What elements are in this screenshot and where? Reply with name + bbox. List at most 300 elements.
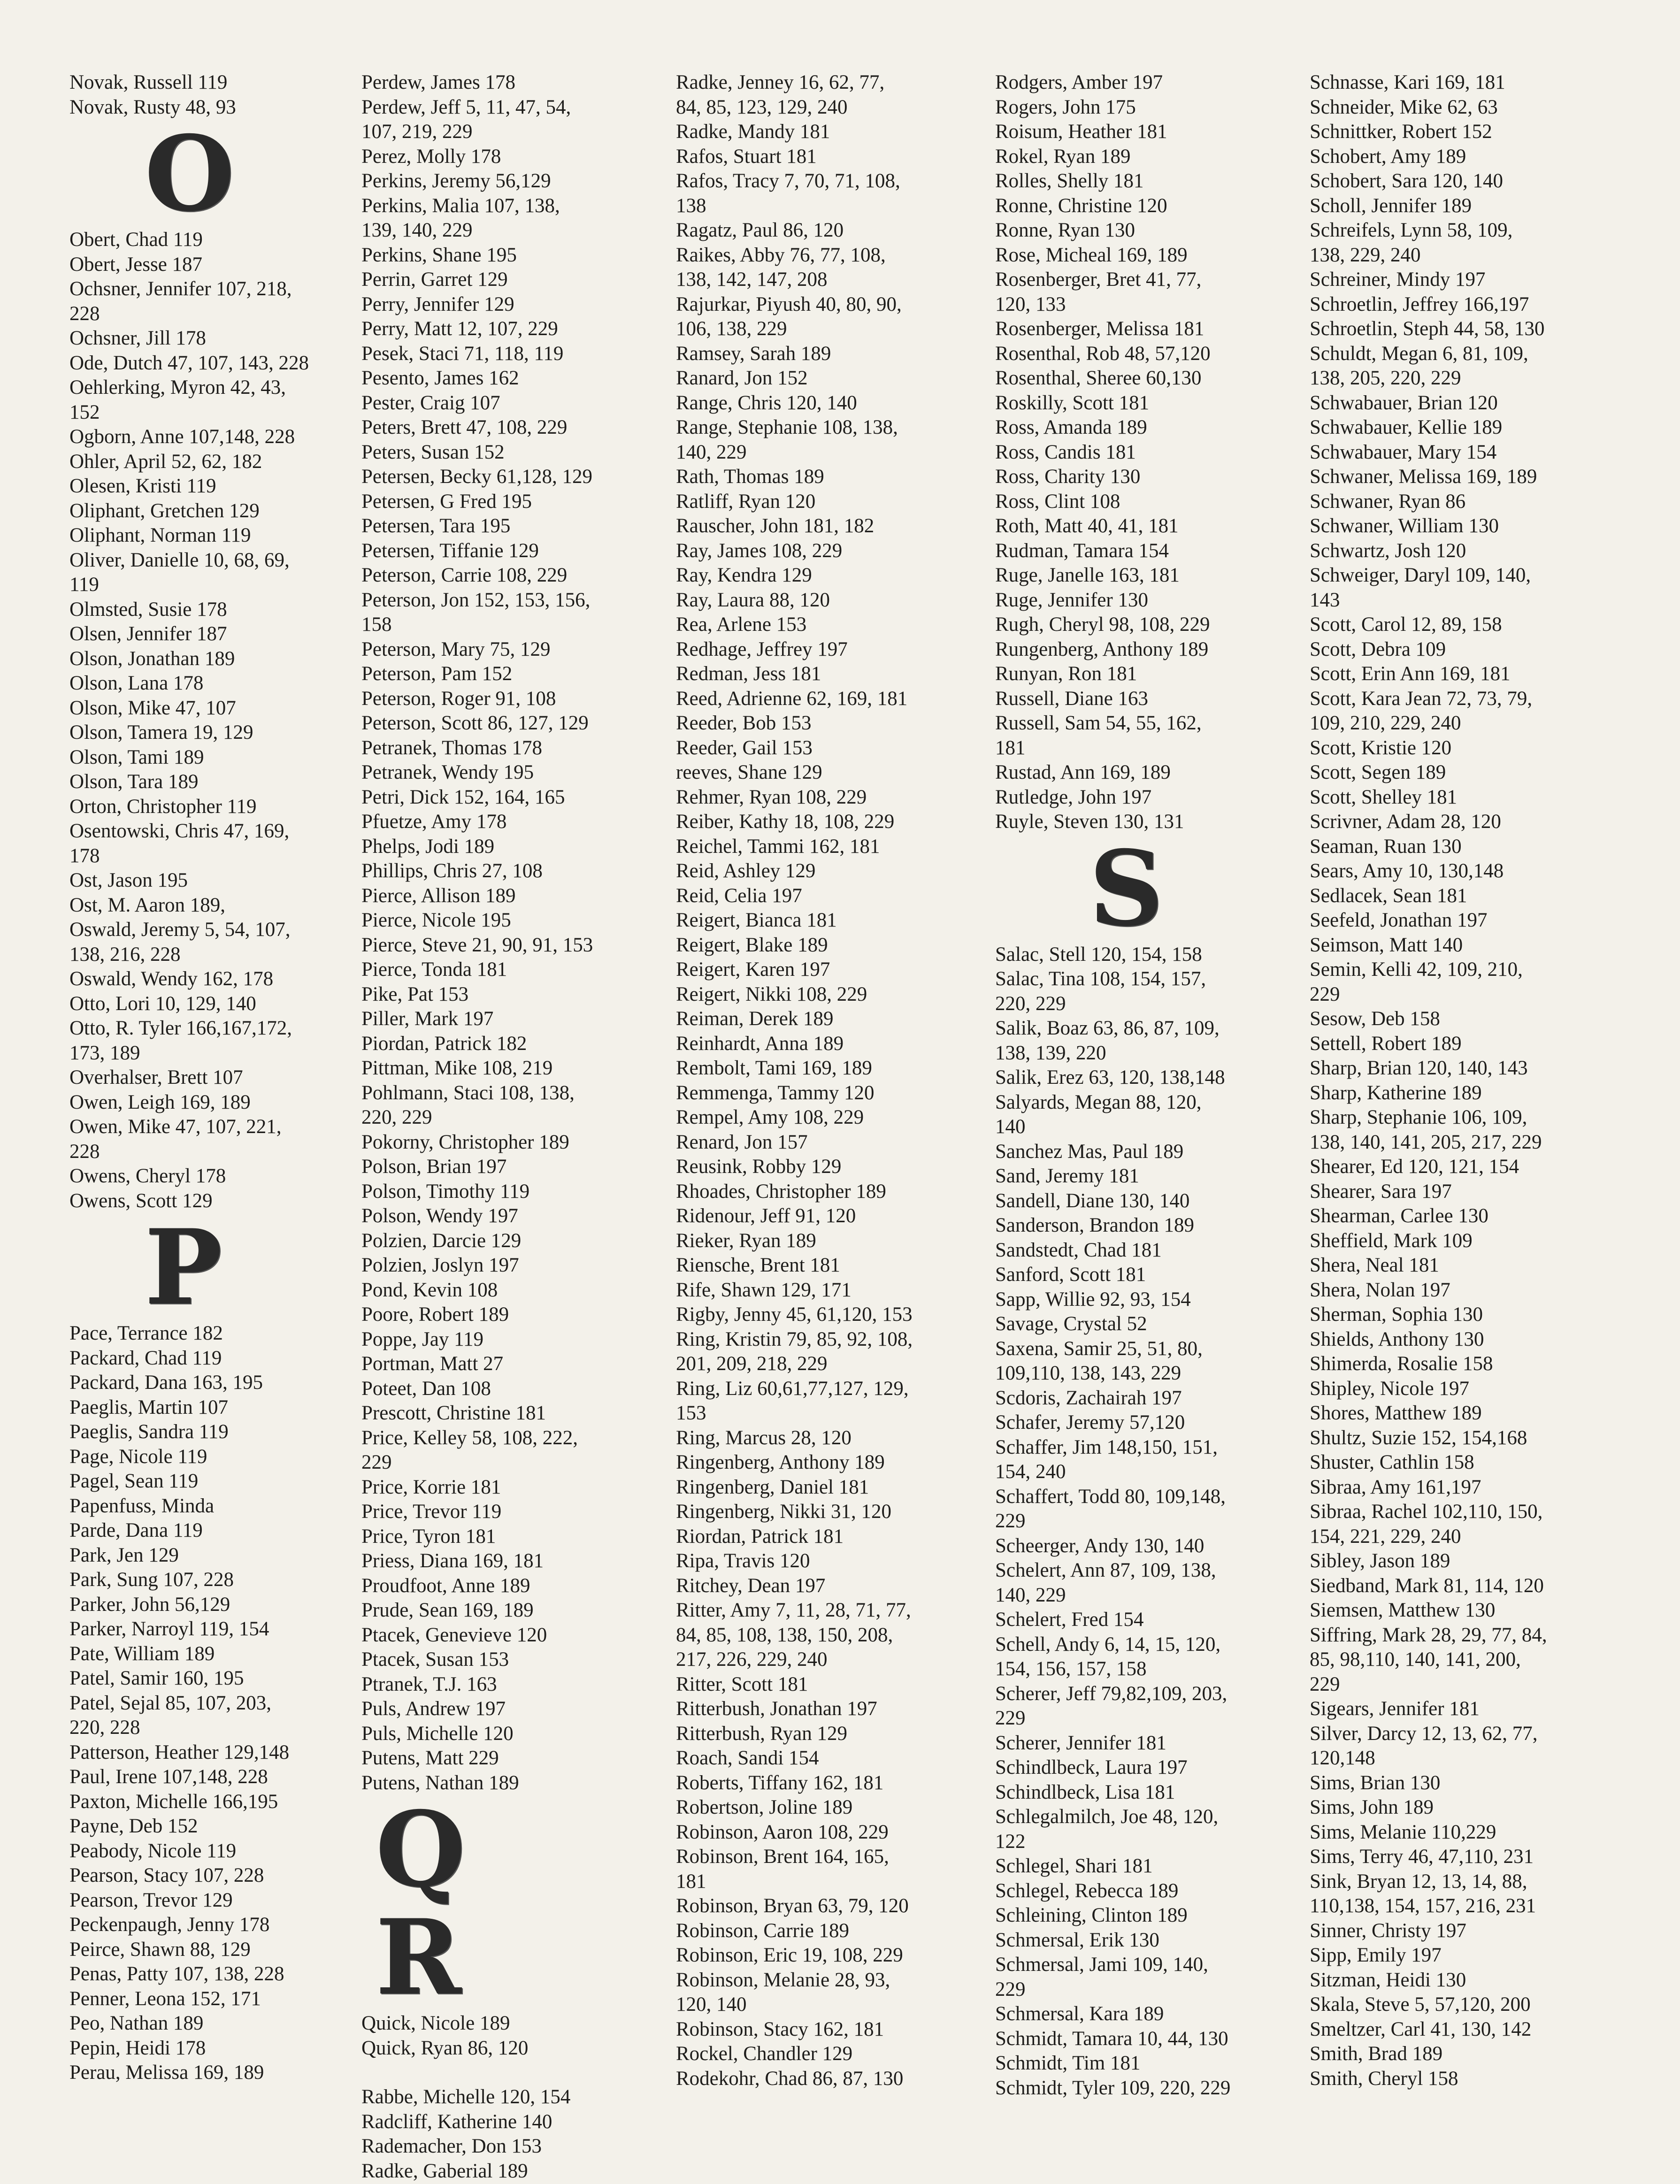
index-entry: 153 [676,1402,706,1424]
index-entry: Remmenga, Tammy 120 [676,1081,875,1104]
index-entry: Park, Sung 107, 228 [69,1569,234,1591]
index-entry: Shera, Neal 181 [1310,1254,1439,1276]
index-entry: Parde, Dana 119 [69,1519,203,1541]
index-entry: Sipp, Emily 197 [1310,1944,1442,1966]
index-entry: Ring, Marcus 28, 120 [676,1426,852,1449]
index-entry: Priess, Diana 169, 181 [361,1550,544,1572]
index-entry: Scott, Debra 109 [1310,638,1446,660]
index-entry: Perau, Melissa 169, 189 [69,2061,264,2084]
index-entry: Pike, Pat 153 [361,983,469,1005]
index-entry: Semin, Kelli 42, 109, 210, [1310,958,1523,981]
index-entry: Shera, Nolan 197 [1310,1279,1450,1301]
index-entry: Piller, Mark 197 [361,1008,494,1030]
index-entry: Schindlbeck, Lisa 181 [995,1781,1175,1803]
index-entry: Rudman, Tamara 154 [995,539,1169,562]
section-letter-heading: P [145,1206,241,1328]
index-entry: Sanford, Scott 181 [995,1264,1146,1286]
index-entry: Schnasse, Kari 169, 181 [1310,71,1505,93]
index-entry: Sesow, Deb 158 [1310,1008,1440,1030]
index-entry: Rosenthal, Sheree 60,130 [995,367,1202,389]
index-entry: Pierce, Tonda 181 [361,958,507,981]
index-entry: 220, 228 [69,1717,140,1739]
index-entry: Patel, Samir 160, 195 [69,1667,244,1689]
index-entry: Peirce, Shawn 88, 129 [69,1938,251,1961]
index-entry: Reed, Adrienne 62, 169, 181 [676,687,908,710]
index-entry: Schmidt, Tamara 10, 44, 130 [995,2027,1228,2050]
index-entry: Schwabauer, Brian 120 [1310,391,1498,414]
index-entry: Sims, John 189 [1310,1796,1434,1818]
index-entry: Sherman, Sophia 130 [1310,1303,1483,1326]
index-entry: Seimson, Matt 140 [1310,934,1463,956]
index-entry: Poteet, Dan 108 [361,1377,491,1400]
index-entry: Rosenberger, Melissa 181 [995,318,1204,340]
index-entry: Pesek, Staci 71, 118, 119 [361,342,564,365]
index-entry: Schwartz, Josh 120 [1310,539,1466,562]
index-entry: Ray, Kendra 129 [676,564,812,586]
index-entry: 140, 229 [995,1584,1066,1606]
index-entry: Petersen, G Fred 195 [361,490,532,513]
index-entry: Sink, Bryan 12, 13, 14, 88, [1310,1870,1527,1893]
index-entry: Roach, Sandi 154 [676,1747,819,1769]
index-entry: 138, 229, 240 [1310,244,1421,266]
index-entry: Rodgers, Amber 197 [995,71,1163,93]
index-entry: Ross, Clint 108 [995,490,1120,513]
index-entry: Sheffield, Mark 109 [1310,1229,1473,1252]
index-entry: Novak, Russell 119 [69,71,228,93]
index-entry: Perry, Jennifer 129 [361,293,514,315]
index-entry: Sandstedt, Chad 181 [995,1239,1162,1261]
index-entry: Quick, Ryan 86, 120 [361,2037,529,2059]
index-entry: Ross, Candis 181 [995,441,1136,463]
index-entry: Novak, Rusty 48, 93 [69,96,236,118]
index-entry: Olson, Lana 178 [69,672,204,694]
index-entry: Olesen, Kristi 119 [69,475,216,497]
index-entry: Smith, Cheryl 158 [1310,2067,1458,2090]
index-entry: Savage, Crystal 52 [995,1313,1147,1335]
index-entry: Park, Jen 129 [69,1544,179,1566]
index-entry: Runyan, Ron 181 [995,663,1137,685]
section-letter-heading: S [1089,827,1182,949]
index-entry: 201, 209, 218, 229 [676,1353,828,1375]
index-entry: 140, 229 [676,441,747,463]
index-entry: Penas, Patty 107, 138, 228 [69,1963,284,1985]
index-entry: Rokel, Ryan 189 [995,145,1131,168]
index-entry: Puls, Michelle 120 [361,1722,514,1745]
index-entry: Puls, Andrew 197 [361,1698,506,1720]
index-entry: Scholl, Jennifer 189 [1310,194,1472,217]
index-entry: Paul, Irene 107,148, 228 [69,1766,268,1788]
index-entry: Ritter, Scott 181 [676,1673,808,1695]
index-entry: Ogborn, Anne 107,148, 228 [69,426,295,448]
index-entry: Reid, Celia 197 [676,884,802,907]
index-entry: Rugh, Cheryl 98, 108, 229 [995,613,1210,636]
index-entry: 229 [361,1451,392,1473]
index-entry: Pokorny, Christopher 189 [361,1131,569,1153]
index-entry: Ray, Laura 88, 120 [676,589,830,611]
index-entry: Polzien, Joslyn 197 [361,1254,519,1276]
index-entry: Scheerger, Andy 130, 140 [995,1534,1204,1557]
index-entry: 84, 85, 123, 129, 240 [676,96,848,118]
index-entry: Ost, Jason 195 [69,869,188,891]
index-entry: Russell, Diane 163 [995,687,1149,710]
index-entry: Scott, Kara Jean 72, 73, 79, [1310,687,1533,710]
index-entry: Orton, Christopher 119 [69,795,257,818]
index-entry: Owen, Leigh 169, 189 [69,1091,251,1113]
index-entry: Patel, Sejal 85, 107, 203, [69,1692,271,1714]
index-entry: Ronne, Ryan 130 [995,219,1135,241]
index-entry: Robinson, Stacy 162, 181 [676,2018,884,2040]
index-entry: 107, 219, 229 [361,121,473,143]
index-entry: Reeder, Bob 153 [676,712,812,734]
index-entry: 228 [69,302,100,325]
index-entry: Reusink, Robby 129 [676,1156,842,1178]
index-entry: Olmsted, Susie 178 [69,598,227,621]
index-entry: Range, Stephanie 108, 138, [676,416,898,438]
index-entry: 229 [995,1707,1026,1729]
index-entry: Settell, Robert 189 [1310,1032,1462,1055]
index-entry: Pfuetze, Amy 178 [361,811,507,833]
index-entry: Ragatz, Paul 86, 120 [676,219,844,241]
index-entry: Penner, Leona 152, 171 [69,1987,261,2010]
index-entry: Poppe, Jay 119 [361,1328,483,1350]
index-entry: Schell, Andy 6, 14, 15, 120, [995,1633,1221,1655]
index-entry: Olson, Tamera 19, 129 [69,721,253,743]
index-entry: Pond, Kevin 108 [361,1279,498,1301]
index-entry: Scrivner, Adam 28, 120 [1310,811,1501,833]
index-entry: Pagel, Sean 119 [69,1470,199,1492]
index-entry: Ringenberg, Daniel 181 [676,1476,869,1498]
index-entry: Perkins, Shane 195 [361,244,517,266]
index-entry: 158 [361,613,392,636]
index-entry: Shearman, Carlee 130 [1310,1205,1488,1227]
index-entry: Robinson, Bryan 63, 79, 120 [676,1895,909,1917]
index-entry: Sigears, Jennifer 181 [1310,1698,1480,1720]
index-entry: Radke, Gaberial 189 [361,2160,528,2182]
index-entry: 229 [995,1978,1026,2000]
index-entry: Renard, Jon 157 [676,1131,808,1153]
index-entry: Ptacek, Genevieve 120 [361,1624,547,1646]
index-entry: 139, 140, 229 [361,219,473,241]
index-entry: Redman, Jess 181 [676,663,821,685]
index-entry: 109, 210, 229, 240 [1310,712,1461,734]
index-entry: Range, Chris 120, 140 [676,391,857,414]
index-entry: Rieker, Ryan 189 [676,1229,816,1252]
section-letter-heading: Q R [376,1788,484,2018]
index-entry: Polson, Wendy 197 [361,1205,518,1227]
index-entry: Shimerda, Rosalie 158 [1310,1353,1493,1375]
index-entry: Petranek, Wendy 195 [361,761,534,783]
index-entry: Scdoris, Zachairah 197 [995,1387,1182,1409]
index-entry: Ruge, Jennifer 130 [995,589,1149,611]
index-entry: Owens, Cheryl 178 [69,1165,226,1187]
index-entry: Schelert, Ann 87, 109, 138, [995,1559,1216,1581]
index-entry: Reid, Ashley 129 [676,860,816,882]
index-entry: Ritterbush, Ryan 129 [676,1722,847,1745]
index-entry: Rungenberg, Anthony 189 [995,638,1209,660]
index-entry: Robinson, Aaron 108, 229 [676,1821,889,1843]
index-entry: Sand, Jeremy 181 [995,1165,1139,1187]
index-entry: 220, 229 [361,1106,432,1128]
index-entry: Sitzman, Heidi 130 [1310,1969,1466,1991]
index-entry: Sharp, Stephanie 106, 109, [1310,1106,1527,1128]
index-entry: Rockel, Chandler 129 [676,2043,853,2065]
index-entry: Peters, Susan 152 [361,441,505,463]
index-entry: Rafos, Tracy 7, 70, 71, 108, [676,170,900,192]
index-entry: Schmidt, Tim 181 [995,2052,1141,2074]
index-entry: Schobert, Amy 189 [1310,145,1466,168]
index-entry: Schlegel, Shari 181 [995,1855,1153,1877]
index-entry: Oswald, Jeremy 5, 54, 107, [69,919,291,941]
index-entry: Olson, Tara 189 [69,771,199,793]
index-entry: Rademacher, Don 153 [361,2135,542,2157]
index-entry: Ohler, April 52, 62, 182 [69,450,262,473]
index-entry: Peo, Nathan 189 [69,2012,204,2034]
index-entry: Schreiner, Mindy 197 [1310,268,1486,291]
index-entry: Riordan, Patrick 181 [676,1525,844,1548]
index-entry: Ptranek, T.J. 163 [361,1673,497,1695]
index-entry: 143 [1310,589,1340,611]
index-entry: Rauscher, John 181, 182 [676,515,875,537]
index-entry: Pate, William 189 [69,1642,215,1665]
index-entry: Perrin, Garret 129 [361,268,508,291]
index-entry: Price, Kelley 58, 108, 222, [361,1426,578,1449]
index-entry: Price, Trevor 119 [361,1501,502,1523]
index-entry: Scott, Carol 12, 89, 158 [1310,613,1502,636]
index-entry: Ochsner, Jennifer 107, 218, [69,278,292,300]
index-entry: 106, 138, 229 [676,318,787,340]
index-entry: Salyards, Megan 88, 120, [995,1091,1202,1113]
index-entry: Ptacek, Susan 153 [361,1648,509,1671]
index-entry: Ringenberg, Anthony 189 [676,1451,885,1473]
index-entry: Rose, Micheal 169, 189 [995,244,1188,266]
index-entry: Rabbe, Michelle 120, 154 [361,2086,571,2108]
index-entry: Pace, Terrance 182 [69,1322,223,1344]
index-entry: Reigert, Karen 197 [676,958,830,981]
index-entry: Otto, Lori 10, 129, 140 [69,992,256,1015]
index-entry: Olson, Jonathan 189 [69,647,235,670]
index-entry: Polson, Timothy 119 [361,1180,530,1203]
index-entry: Papenfuss, Minda [69,1494,215,1517]
index-entry: Olson, Tami 189 [69,746,204,768]
index-entry: Sanchez Mas, Paul 189 [995,1140,1184,1163]
index-entry: Sibley, Jason 189 [1310,1550,1450,1572]
index-entry: Robertson, Joline 189 [676,1796,853,1818]
index-entry: Scott, Shelley 181 [1310,786,1458,808]
index-entry: Ranard, Jon 152 [676,367,808,389]
index-entry: Perkins, Jeremy 56,129 [361,170,551,192]
index-entry: Sinner, Christy 197 [1310,1919,1466,1942]
index-entry: Pepin, Heidi 178 [69,2037,206,2059]
index-entry: Reiman, Derek 189 [676,1008,834,1030]
index-entry: Salac, Stell 120, 154, 158 [995,943,1202,966]
index-entry: Roisum, Heather 181 [995,121,1167,143]
index-entry: Peterson, Mary 75, 129 [361,638,551,660]
index-entry: 138, 140, 141, 205, 217, 229 [1310,1131,1542,1153]
index-entry: Perdew, James 178 [361,71,516,93]
index-entry: Ramsey, Sarah 189 [676,342,831,365]
index-entry: Peabody, Nicole 119 [69,1839,237,1862]
index-entry: Radke, Jenney 16, 62, 77, [676,71,885,93]
index-entry: Proudfoot, Anne 189 [361,1574,530,1597]
index-entry: Oliphant, Norman 119 [69,524,251,546]
index-entry: Ring, Kristin 79, 85, 92, 108, [676,1328,913,1350]
index-entry: Sharp, Katherine 189 [1310,1081,1482,1104]
index-entry: Pittman, Mike 108, 219 [361,1057,553,1079]
index-entry: Rehmer, Ryan 108, 229 [676,786,867,808]
index-entry: Rigby, Jenny 45, 61,120, 153 [676,1303,913,1326]
index-entry: Smeltzer, Carl 41, 130, 142 [1310,2018,1532,2040]
index-entry: Ritterbush, Jonathan 197 [676,1698,877,1720]
index-entry: Schafer, Jeremy 57,120 [995,1411,1185,1433]
index-entry: 154, 221, 229, 240 [1310,1525,1461,1548]
index-entry: Oehlerking, Myron 42, 43, [69,376,286,398]
index-entry: Reeder, Gail 153 [676,736,813,759]
index-entry: Salik, Boaz 63, 86, 87, 109, [995,1017,1220,1039]
index-entry: Pester, Craig 107 [361,391,500,414]
index-entry: Shearer, Sara 197 [1310,1180,1452,1203]
index-entry: Obert, Jesse 187 [69,253,203,276]
index-entry: 173, 189 [69,1042,140,1064]
index-entry: Schlegalmilch, Joe 48, 120, [995,1806,1219,1828]
index-entry: Salac, Tina 108, 154, 157, [995,968,1206,990]
index-entry: Riensche, Brent 181 [676,1254,840,1276]
index-entry: 119 [69,574,99,596]
index-entry: Roberts, Tiffany 162, 181 [676,1771,884,1794]
index-entry: Rolles, Shelly 181 [995,170,1144,192]
index-entry: Schindlbeck, Laura 197 [995,1756,1188,1778]
index-entry: Sibraa, Amy 161,197 [1310,1476,1481,1498]
index-entry: Rosenthal, Rob 48, 57,120 [995,342,1211,365]
index-entry: 122 [995,1830,1026,1853]
index-entry: Pierce, Nicole 195 [361,909,511,931]
index-entry: Oliphant, Gretchen 129 [69,499,260,522]
index-entry: Payne, Deb 152 [69,1815,198,1837]
index-entry: 138, 216, 228 [69,943,181,966]
index-entry: Rutledge, John 197 [995,786,1152,808]
index-entry: Otto, R. Tyler 166,167,172, [69,1017,292,1039]
index-entry: Ripa, Travis 120 [676,1550,810,1572]
index-entry: Scherer, Jennifer 181 [995,1732,1166,1754]
index-column-3 [676,70,976,2091]
index-entry: Shultz, Suzie 152, 154,168 [1310,1426,1527,1449]
index-entry: Silver, Darcy 12, 13, 62, 77, [1310,1722,1538,1745]
section-letter-heading: O [145,113,253,234]
index-entry: 152 [69,401,100,423]
index-entry: Price, Tyron 181 [361,1525,496,1548]
index-entry: reeves, Shane 129 [676,761,822,783]
index-entry: Rembolt, Tami 169, 189 [676,1057,872,1079]
index-entry: Sims, Terry 46, 47,110, 231 [1310,1846,1534,1868]
index-entry: 110,138, 154, 157, 216, 231 [1310,1895,1536,1917]
index-entry: Seefeld, Jonathan 197 [1310,909,1488,931]
index-entry: Ross, Amanda 189 [995,416,1147,438]
index-entry: 138, 139, 220 [995,1042,1106,1064]
index-entry: 178 [69,844,100,867]
index-entry: 228 [69,1140,100,1163]
index-entry: Rustad, Ann 169, 189 [995,761,1171,783]
index-entry: Poore, Robert 189 [361,1303,509,1326]
index-entry: Peckenpaugh, Jenny 178 [69,1914,270,1936]
index-entry: Peterson, Roger 91, 108 [361,687,556,710]
index-entry: Ring, Liz 60,61,77,127, 129, [676,1377,909,1400]
index-entry: Perkins, Malia 107, 138, [361,194,560,217]
index-entry: Schaffer, Jim 148,150, 151, [995,1436,1218,1458]
index-entry: Quick, Nicole 189 [361,2012,510,2034]
index-entry: 181 [676,1870,706,1893]
index-entry: Rempel, Amy 108, 229 [676,1106,864,1128]
index-entry: Schweiger, Daryl 109, 140, [1310,564,1531,586]
index-entry: Siemsen, Matthew 130 [1310,1599,1496,1621]
index-entry: 85, 98,110, 140, 141, 200, [1310,1648,1521,1671]
index-entry: 109,110, 138, 143, 229 [995,1362,1181,1384]
index-entry: Shuster, Cathlin 158 [1310,1451,1474,1473]
index-entry: Sapp, Willie 92, 93, 154 [995,1288,1191,1310]
index-entry: Schwaner, William 130 [1310,515,1499,537]
index-entry: Petersen, Tara 195 [361,515,511,537]
index-entry: Olsen, Jennifer 187 [69,623,227,645]
index-entry: Overhalser, Brett 107 [69,1066,243,1088]
index-entry: Sharp, Brian 120, 140, 143 [1310,1057,1528,1079]
index-entry: Peterson, Pam 152 [361,663,513,685]
index-entry: Sibraa, Rachel 102,110, 150, [1310,1501,1543,1523]
index-entry: Seaman, Ruan 130 [1310,835,1462,858]
index-column-4 [995,70,1300,2100]
index-entry: Parker, John 56,129 [69,1593,230,1616]
index-entry: Oswald, Wendy 162, 178 [69,968,274,990]
index-entry: Robinson, Eric 19, 108, 229 [676,1944,903,1966]
index-entry: Scherer, Jeff 79,82,109, 203, [995,1682,1227,1705]
index-entry: Schwaner, Ryan 86 [1310,490,1466,513]
index-entry: 229 [1310,1673,1340,1695]
index-entry: Petersen, Becky 61,128, 129 [361,466,593,488]
index-entry: Paeglis, Martin 107 [69,1396,228,1418]
index-entry: Rajurkar, Piyush 40, 80, 90, [676,293,902,315]
section-gap [361,2061,643,2085]
index-entry: Sedlacek, Sean 181 [1310,884,1467,907]
index-entry: Rosenberger, Bret 41, 77, [995,268,1202,291]
index-entry: Petri, Dick 152, 164, 165 [361,786,565,808]
index-entry: Radke, Mandy 181 [676,121,830,143]
index-entry: Portman, Matt 27 [361,1353,504,1375]
index-entry: Smith, Brad 189 [1310,2043,1443,2065]
index-entry: Rath, Thomas 189 [676,466,824,488]
index-entry: Ritter, Amy 7, 11, 28, 71, 77, [676,1599,911,1621]
index-entry: Phelps, Jodi 189 [361,835,495,858]
index-entry: Schmersal, Jami 109, 140, [995,1954,1208,1976]
index-entry: Siffring, Mark 28, 29, 77, 84, [1310,1624,1547,1646]
index-entry: Scott, Segen 189 [1310,761,1446,783]
index-entry: Putens, Matt 229 [361,1747,499,1769]
index-entry: Pearson, Trevor 129 [69,1889,233,1911]
index-entry: Schmersal, Erik 130 [995,1929,1159,1951]
index-entry: Reiber, Kathy 18, 108, 229 [676,811,895,833]
index-entry: Raikes, Abby 76, 77, 108, [676,244,886,266]
index-entry: Reigert, Blake 189 [676,934,828,956]
index-entry: Ritchey, Dean 197 [676,1574,826,1597]
index-entry: 229 [1310,983,1340,1005]
index-entry: Schaffert, Todd 80, 109,148, [995,1485,1226,1508]
index-entry: 220, 229 [995,992,1066,1015]
index-entry: Shields, Anthony 130 [1310,1328,1484,1350]
index-entry: Redhage, Jeffrey 197 [676,638,848,660]
index-entry: Shipley, Nicole 197 [1310,1377,1469,1400]
index-entry: Pierce, Allison 189 [361,884,516,907]
index-entry: Parker, Narroyl 119, 154 [69,1618,269,1640]
index-entry: 181 [995,736,1026,759]
index-entry: Petranek, Thomas 178 [361,736,542,759]
index-entry: Polzien, Darcie 129 [361,1229,522,1252]
index-entry: Radcliff, Katherine 140 [361,2110,552,2133]
